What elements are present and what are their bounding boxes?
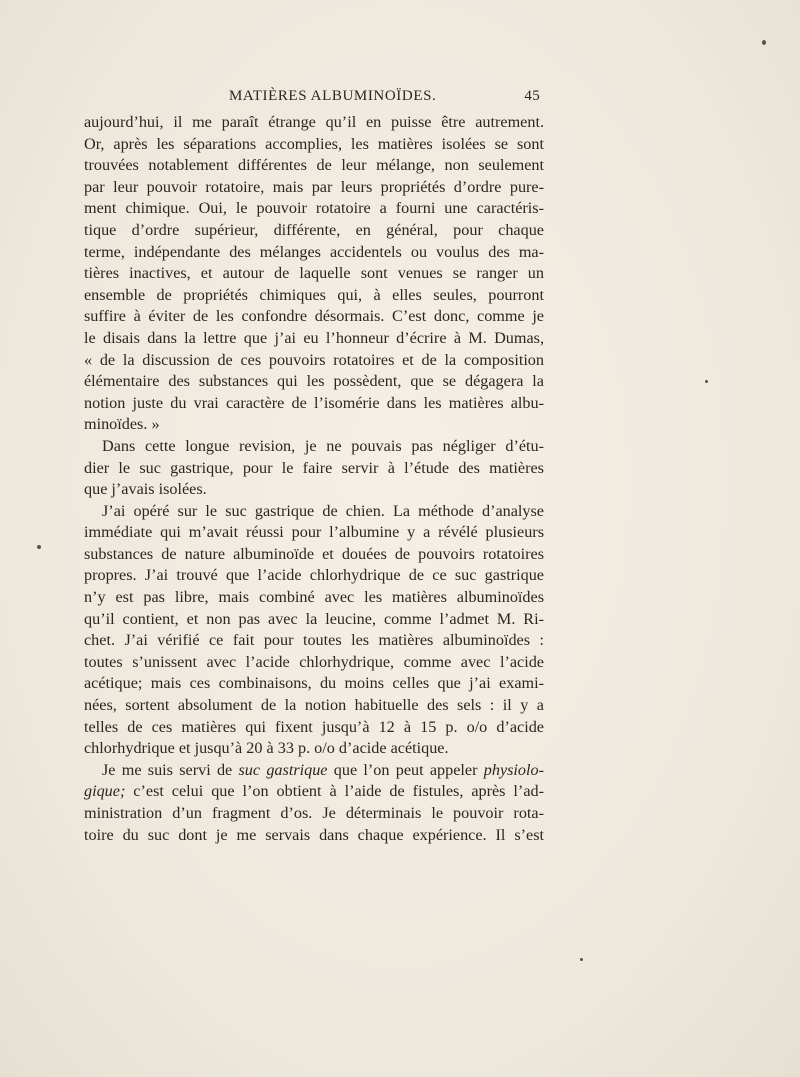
text-line: aujourd’hui, il me paraît étrange qu’il en puisse être autrement.	[84, 113, 544, 131]
text-line: « de la discussion de ces pouvoirs rotatoires et de la composition	[84, 350, 544, 369]
text-run: que l’on peut appeler	[327, 760, 484, 779]
text-run: c’est celui que l’on obtient à l’aide de fistules, après l’ad-	[125, 782, 544, 801]
text-line: Dans cette longue revision, je ne pouvais pas négliger d’étu-	[102, 436, 544, 455]
text-line: acétique; mais ces combinaisons, du moins celles que j’ai exami-	[84, 674, 544, 693]
italic-term: suc gastrique	[238, 760, 328, 779]
text-line: propres. J’ai trouvé que l’acide chlorhydrique de ce suc gastrique	[84, 566, 544, 585]
italic-term: physiolo-	[483, 760, 544, 779]
text-line: élémentaire des substances qui les possèdent, que se dégagera la	[84, 372, 544, 391]
paper-speck	[705, 380, 708, 383]
text-line: substances de nature albuminoïde et douées de pouvoirs rotatoires	[84, 544, 544, 563]
text-line: nées, sortent absolument de la notion habituelle des sels : il y a	[84, 696, 544, 715]
paper-speck	[37, 545, 41, 549]
text-line: toutes s’unissent avec l’acide chlorhydrique, comme avec l’acide	[84, 652, 544, 671]
text-line: dier le suc gastrique, pour le faire servir à l’étude des matières	[84, 458, 544, 477]
running-title: MATIÈRES ALBUMINOÏDES.	[229, 88, 437, 104]
text-line: qu’il contient, et non pas avec la leucine, comme l’admet M. Ri-	[84, 609, 544, 628]
text-line: immédiate qui m’avait réussi pour l’albumine y a révélé plusieurs	[84, 523, 544, 542]
text-line: ministration d’un fragment d’os. Je déterminais le pouvoir rota-	[84, 804, 544, 822]
text-line: ensemble de propriétés chimiques qui, à elles seules, pourront	[84, 285, 544, 304]
paper-speck	[580, 958, 583, 961]
italic-term: gique;	[84, 782, 126, 801]
text-line: que j’avais isolées.	[84, 480, 207, 499]
running-header	[84, 88, 544, 110]
paper-speck	[762, 40, 766, 45]
text-line: le disais dans la lettre que j’ai eu l’honneur d’écrire à M. Dumas,	[84, 328, 544, 347]
text-line: trouvées notablement différentes de leur mélange, non seulement	[84, 156, 544, 175]
text-line: suffire à éviter de les confondre désormais. C’est donc, comme je	[84, 307, 544, 326]
text-line: toire du suc dont je me servais dans chaque expérience. Il s’est	[84, 825, 544, 844]
text-line: chet. J’ai vérifié ce fait pour toutes les matières albuminoïdes :	[84, 631, 544, 650]
text-line: J’ai opéré sur le suc gastrique de chien. La méthode d’analyse	[102, 501, 544, 520]
text-line: minoïdes. »	[84, 415, 160, 434]
text-line: terme, indépendante des mélanges accidentels ou voulus des ma-	[84, 242, 544, 261]
text-line: telles de ces matières qui fixent jusqu’à 12 à 15 p. o/o d’acide	[84, 717, 544, 736]
text-line: tique d’ordre supérieur, différente, en général, pour chaque	[84, 220, 544, 239]
text-line: notion juste du vrai caractère de l’isomérie dans les matières albu-	[84, 393, 544, 412]
text-line: tières inactives, et autour de laquelle sont venues se ranger un	[84, 264, 544, 283]
text-line: n’y est pas libre, mais combiné avec les matières albuminoïdes	[84, 588, 544, 607]
text-line	[84, 781, 544, 803]
body-text	[84, 112, 544, 846]
text-line: chlorhydrique et jusqu’à 20 à 33 p. o/o d’acide acétique.	[84, 739, 449, 758]
page-number: 45	[524, 88, 540, 104]
text-line	[84, 760, 544, 782]
text-line: Or, après les séparations accomplies, les matières isolées se sont	[84, 134, 544, 153]
text-run: Je me suis servi de	[102, 760, 239, 779]
text-line: par leur pouvoir rotatoire, mais par leurs propriétés d’ordre pure-	[84, 177, 544, 196]
text-line: ment chimique. Oui, le pouvoir rotatoire a fourni une caractéris-	[84, 199, 544, 218]
